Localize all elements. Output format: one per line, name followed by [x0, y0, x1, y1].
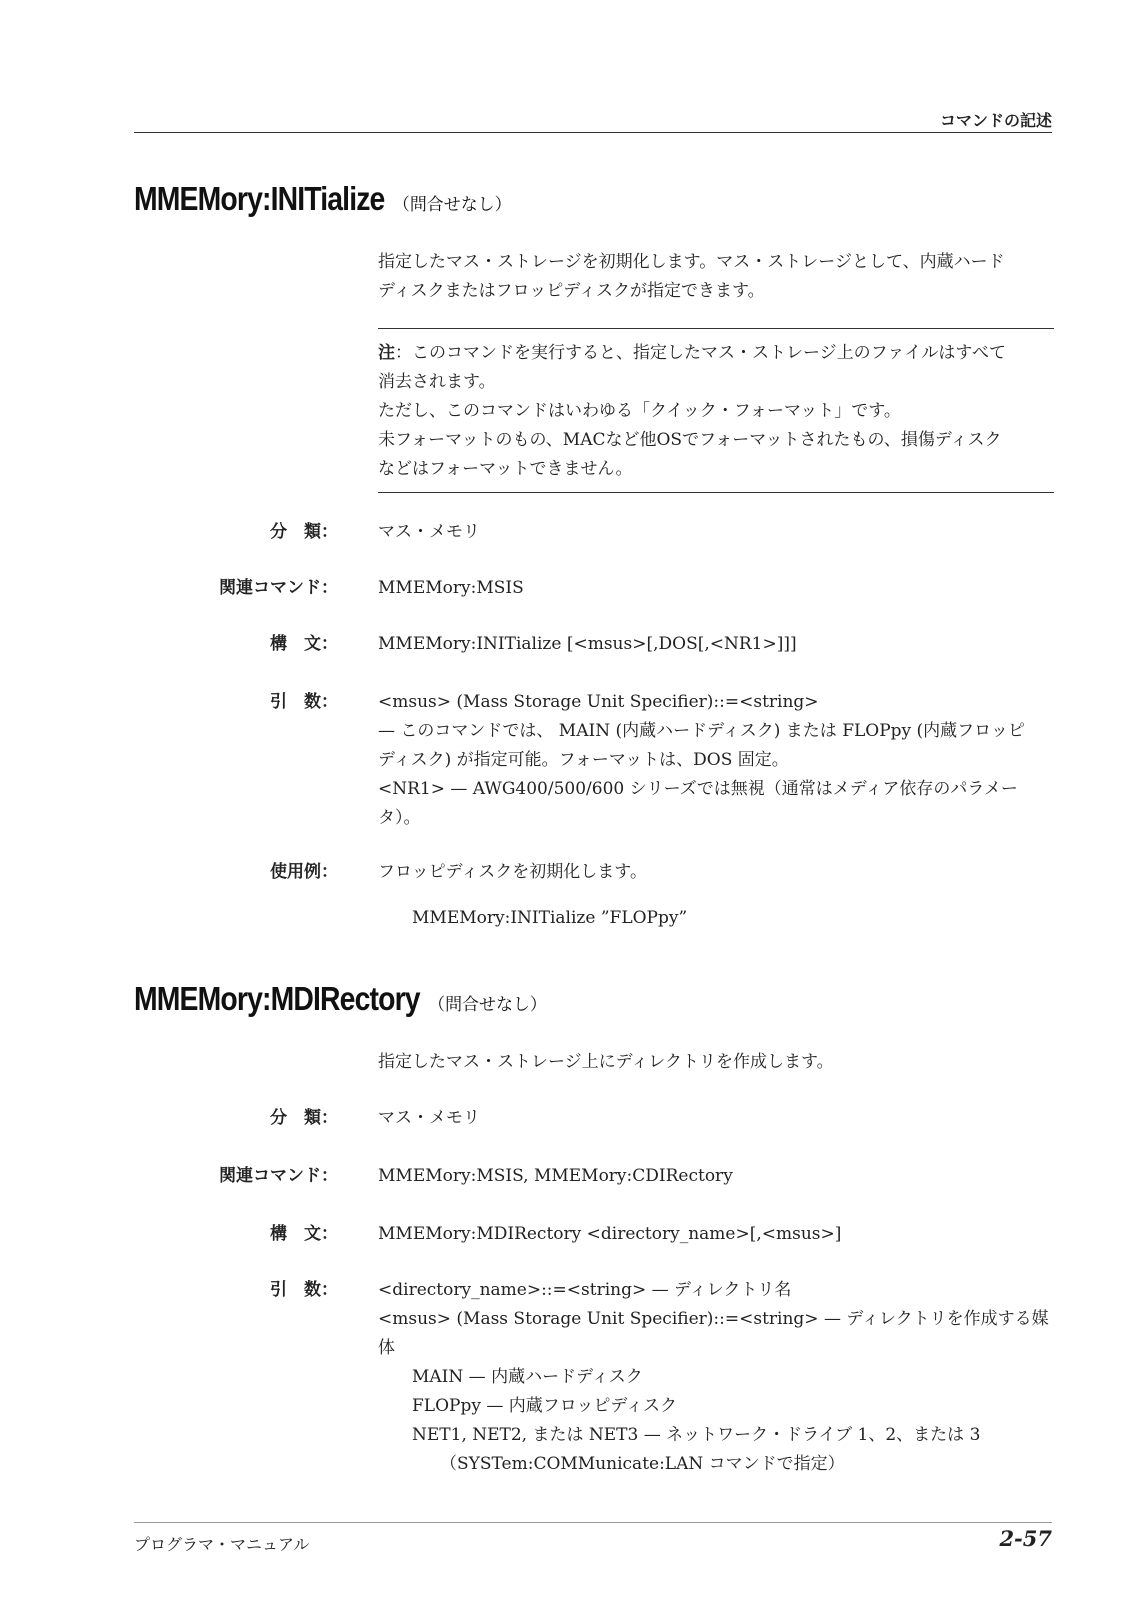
- command-heading-initialize: [134, 180, 512, 218]
- command-heading-mdirectory: [134, 980, 548, 1018]
- argument-line: ディスク) が指定可能。フォーマットは、DOS 固定。: [378, 750, 789, 770]
- warning-line: ただし、このコマンドはいわゆる「クイック・フォーマット」です。: [378, 401, 901, 421]
- running-header: [134, 104, 1052, 133]
- category-value: マス・メモリ: [378, 1108, 480, 1128]
- warning-line: などはフォーマットできません。: [378, 459, 633, 479]
- argument-line: タ）。: [378, 808, 421, 828]
- query-note: （問合せなし）: [428, 995, 548, 1015]
- syntax-label: 構 文：: [270, 634, 338, 654]
- footer-rule: [134, 1522, 1052, 1523]
- category-label: 分 類：: [270, 1108, 338, 1128]
- argument-line: <NR1> — AWG400/500/600 シリーズでは無視（通常はメディア依存のパラメー: [378, 779, 1018, 799]
- argument-sub-line: FLOPpy — 内蔵フロッピディスク: [412, 1396, 678, 1416]
- arguments-value: [378, 688, 1054, 833]
- argument-sub-line: NET1, NET2, または NET3 — ネットワーク・ドライブ 1、2、または 3: [412, 1425, 981, 1445]
- warning-label: 注: [378, 343, 395, 363]
- warning-box: [378, 328, 1054, 493]
- related-value: MMEMory:MSIS, MMEMory:CDIRectory: [378, 1166, 733, 1186]
- command-description: [378, 248, 1054, 306]
- syntax-label: 構 文：: [270, 1224, 338, 1244]
- desc-line: 指定したマス・ストレージを初期化します。マス・ストレージとして、内蔵ハード: [378, 252, 1005, 272]
- category-value: マス・メモリ: [378, 522, 480, 542]
- related-label: 関連コマンド：: [219, 578, 338, 598]
- argument-line: <msus> (Mass Storage Unit Specifier)::=<string>: [378, 692, 819, 712]
- example-description: フロッピディスクを初期化します。: [378, 862, 647, 882]
- argument-line: <msus> (Mass Storage Unit Specifier)::=<string> — ディレクトリを作成する媒体: [378, 1309, 1049, 1358]
- section-title: コマンドの記述: [939, 111, 1052, 130]
- argument-sub-line: （SYSTem:COMMunicate:LAN コマンドで指定）: [440, 1454, 845, 1474]
- argument-line: <directory_name>::=<string> — ディレクトリ名: [378, 1280, 792, 1300]
- arguments-label: 引 数：: [270, 692, 338, 712]
- example-label: 使用例：: [270, 862, 338, 882]
- argument-line: — このコマンドでは、 MAIN (内蔵ハードディスク) または FLOPpy (内蔵フロッピ: [378, 721, 1025, 741]
- desc-line: ディスクまたはフロッピディスクが指定できます。: [378, 281, 765, 301]
- query-note: （問合せなし）: [393, 195, 512, 215]
- command-title: MMEMory:INITialize: [134, 180, 385, 217]
- page-number: 2-57: [999, 1526, 1052, 1551]
- warning-line: 消去されます。: [378, 372, 496, 392]
- warning-line: ：このコマンドを実行すると、指定したマス・ストレージ上のファイルはすべて: [395, 343, 1006, 363]
- argument-sub-line: MAIN — 内蔵ハードディスク: [412, 1367, 643, 1387]
- syntax-value: MMEMory:MDIRectory <directory_name>[,<msus>]: [378, 1224, 842, 1244]
- arguments-value: [378, 1276, 1054, 1479]
- warning-line: 未フォーマットのもの、MACなど他OSでフォーマットされたもの、損傷ディスク: [378, 430, 1002, 450]
- related-value: MMEMory:MSIS: [378, 578, 524, 598]
- arguments-label: 引 数：: [270, 1280, 338, 1300]
- related-label: 関連コマンド：: [219, 1166, 338, 1186]
- category-label: 分 類：: [270, 522, 338, 542]
- example-code: MMEMory:INITialize ”FLOPpy”: [412, 908, 688, 928]
- manual-title: プログラマ・マニュアル: [134, 1535, 310, 1554]
- syntax-value: MMEMory:INITialize [<msus>[,DOS[,<NR1>]]]: [378, 634, 797, 654]
- command-title: MMEMory:MDIRectory: [134, 980, 420, 1017]
- command-description: 指定したマス・ストレージ上にディレクトリを作成します。: [378, 1052, 834, 1072]
